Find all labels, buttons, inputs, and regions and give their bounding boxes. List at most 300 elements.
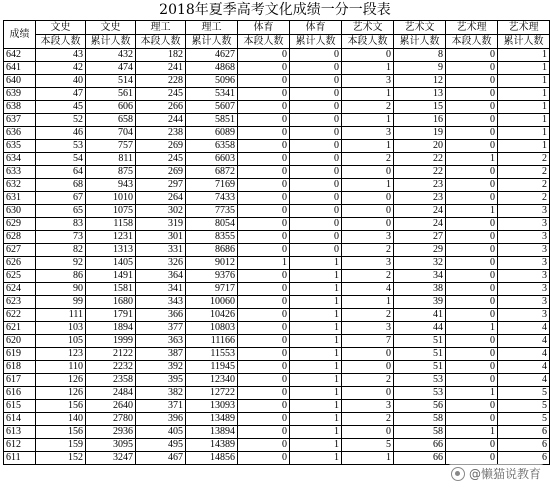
count-cell: 302 [136, 205, 186, 218]
table-row [4, 374, 550, 387]
count-cell: 51 [394, 361, 446, 374]
count-cell: 0 [238, 283, 290, 296]
count-cell: 0 [238, 62, 290, 75]
table-row [4, 387, 550, 400]
count-cell: 9012 [186, 257, 238, 270]
count-cell: 22 [394, 166, 446, 179]
count-cell: 10060 [186, 296, 238, 309]
count-cell: 0 [446, 140, 498, 153]
count-cell: 45 [36, 101, 86, 114]
count-cell: 2 [498, 153, 550, 166]
count-cell: 6603 [186, 153, 238, 166]
count-cell: 0 [342, 49, 394, 62]
count-cell: 4627 [186, 49, 238, 62]
count-cell: 38 [394, 283, 446, 296]
count-cell: 2 [342, 270, 394, 283]
count-cell: 54 [36, 153, 86, 166]
count-cell: 1 [446, 387, 498, 400]
header-subcategory: 累计人数 [290, 35, 342, 49]
count-cell: 266 [136, 101, 186, 114]
table-row [4, 49, 550, 62]
count-cell: 2 [342, 374, 394, 387]
count-cell: 297 [136, 179, 186, 192]
count-cell: 269 [136, 140, 186, 153]
count-cell: 0 [446, 296, 498, 309]
count-cell: 0 [446, 439, 498, 452]
count-cell: 1680 [86, 296, 136, 309]
count-cell: 0 [238, 75, 290, 88]
count-cell: 561 [86, 88, 136, 101]
count-cell: 5 [498, 413, 550, 426]
count-cell: 0 [342, 166, 394, 179]
table-row [4, 257, 550, 270]
count-cell: 7169 [186, 179, 238, 192]
count-cell: 5607 [186, 101, 238, 114]
table-row [4, 309, 550, 322]
count-cell: 405 [136, 426, 186, 439]
table-row [4, 231, 550, 244]
count-cell: 343 [136, 296, 186, 309]
count-cell: 2232 [86, 361, 136, 374]
table-row [4, 439, 550, 452]
count-cell: 0 [238, 439, 290, 452]
count-cell: 4868 [186, 62, 238, 75]
count-cell: 8 [394, 49, 446, 62]
count-cell: 0 [446, 62, 498, 75]
count-cell: 0 [290, 166, 342, 179]
count-cell: 1313 [86, 244, 136, 257]
header-category: 艺术文 [342, 21, 394, 35]
count-cell: 0 [238, 166, 290, 179]
count-cell: 1 [498, 62, 550, 75]
count-cell: 12340 [186, 374, 238, 387]
count-cell: 73 [36, 231, 86, 244]
count-cell: 4 [498, 335, 550, 348]
count-cell: 14856 [186, 452, 238, 465]
count-cell: 432 [86, 49, 136, 62]
count-cell: 1 [290, 387, 342, 400]
count-cell: 3 [498, 257, 550, 270]
score-cell: 628 [4, 231, 36, 244]
count-cell: 105 [36, 335, 86, 348]
count-cell: 0 [238, 179, 290, 192]
count-cell: 0 [290, 62, 342, 75]
count-cell: 4 [342, 283, 394, 296]
count-cell: 13894 [186, 426, 238, 439]
count-cell: 366 [136, 309, 186, 322]
count-cell: 12722 [186, 387, 238, 400]
count-cell: 387 [136, 348, 186, 361]
watermark [448, 464, 544, 483]
table-row [4, 426, 550, 439]
count-cell: 4 [498, 348, 550, 361]
score-cell: 634 [4, 153, 36, 166]
header-subcategory: 本段人数 [446, 35, 498, 49]
count-cell: 1 [290, 270, 342, 283]
count-cell: 1 [498, 127, 550, 140]
count-cell: 53 [36, 140, 86, 153]
count-cell: 6358 [186, 140, 238, 153]
count-cell: 1010 [86, 192, 136, 205]
count-cell: 1 [498, 101, 550, 114]
count-cell: 396 [136, 413, 186, 426]
count-cell: 8054 [186, 218, 238, 231]
header-score: 成绩 [4, 21, 36, 49]
score-cell: 642 [4, 49, 36, 62]
count-cell: 1231 [86, 231, 136, 244]
header-subcategory: 本段人数 [238, 35, 290, 49]
count-cell: 1 [498, 49, 550, 62]
count-cell: 269 [136, 166, 186, 179]
count-cell: 2 [498, 192, 550, 205]
count-cell: 363 [136, 335, 186, 348]
score-distribution-table [3, 20, 550, 465]
score-cell: 622 [4, 309, 36, 322]
header-subcategory: 累计人数 [394, 35, 446, 49]
count-cell: 0 [446, 101, 498, 114]
count-cell: 0 [446, 283, 498, 296]
count-cell: 0 [238, 153, 290, 166]
count-cell: 1 [342, 140, 394, 153]
count-cell: 0 [238, 270, 290, 283]
count-cell: 1 [342, 88, 394, 101]
count-cell: 92 [36, 257, 86, 270]
table-row [4, 413, 550, 426]
count-cell: 514 [86, 75, 136, 88]
count-cell: 0 [446, 400, 498, 413]
count-cell: 1 [290, 374, 342, 387]
count-cell: 67 [36, 192, 86, 205]
count-cell: 811 [86, 153, 136, 166]
count-cell: 5 [498, 387, 550, 400]
count-cell: 10426 [186, 309, 238, 322]
count-cell: 140 [36, 413, 86, 426]
count-cell: 8355 [186, 231, 238, 244]
count-cell: 0 [342, 348, 394, 361]
table-row [4, 218, 550, 231]
count-cell: 1 [498, 88, 550, 101]
score-cell: 614 [4, 413, 36, 426]
score-cell: 620 [4, 335, 36, 348]
count-cell: 704 [86, 127, 136, 140]
score-cell: 613 [4, 426, 36, 439]
count-cell: 0 [446, 179, 498, 192]
table-row [4, 192, 550, 205]
count-cell: 3 [342, 257, 394, 270]
count-cell: 27 [394, 231, 446, 244]
count-cell: 377 [136, 322, 186, 335]
count-cell: 0 [342, 205, 394, 218]
count-cell: 56 [394, 400, 446, 413]
count-cell: 395 [136, 374, 186, 387]
count-cell: 6 [498, 426, 550, 439]
count-cell: 52 [36, 114, 86, 127]
count-cell: 0 [290, 127, 342, 140]
count-cell: 875 [86, 166, 136, 179]
count-cell: 0 [238, 192, 290, 205]
count-cell: 2 [342, 153, 394, 166]
count-cell: 245 [136, 153, 186, 166]
count-cell: 1581 [86, 283, 136, 296]
count-cell: 1 [290, 309, 342, 322]
count-cell: 152 [36, 452, 86, 465]
count-cell: 19 [394, 127, 446, 140]
count-cell: 14389 [186, 439, 238, 452]
table-row [4, 452, 550, 465]
count-cell: 2484 [86, 387, 136, 400]
score-cell: 624 [4, 283, 36, 296]
count-cell: 1 [342, 62, 394, 75]
count-cell: 3 [342, 231, 394, 244]
count-cell: 1 [342, 452, 394, 465]
score-cell: 636 [4, 127, 36, 140]
count-cell: 15 [394, 101, 446, 114]
count-cell: 2 [498, 179, 550, 192]
count-cell: 264 [136, 192, 186, 205]
count-cell: 1 [342, 179, 394, 192]
count-cell: 0 [290, 75, 342, 88]
count-cell: 2 [342, 101, 394, 114]
count-cell: 9 [394, 62, 446, 75]
count-cell: 0 [238, 413, 290, 426]
count-cell: 2358 [86, 374, 136, 387]
score-cell: 626 [4, 257, 36, 270]
count-cell: 326 [136, 257, 186, 270]
count-cell: 156 [36, 426, 86, 439]
count-cell: 7735 [186, 205, 238, 218]
count-cell: 3 [342, 400, 394, 413]
count-cell: 58 [394, 413, 446, 426]
count-cell: 0 [238, 218, 290, 231]
count-cell: 4 [498, 322, 550, 335]
count-cell: 0 [290, 140, 342, 153]
count-cell: 1 [498, 75, 550, 88]
count-cell: 0 [446, 114, 498, 127]
count-cell: 1 [446, 322, 498, 335]
header-subcategory: 本段人数 [342, 35, 394, 49]
count-cell: 0 [238, 400, 290, 413]
count-cell: 0 [290, 244, 342, 257]
score-cell: 637 [4, 114, 36, 127]
header-subcategory: 累计人数 [86, 35, 136, 49]
count-cell: 20 [394, 140, 446, 153]
count-cell: 1 [290, 348, 342, 361]
table-row [4, 114, 550, 127]
count-cell: 2 [498, 166, 550, 179]
count-cell: 64 [36, 166, 86, 179]
score-cell: 640 [4, 75, 36, 88]
count-cell: 47 [36, 88, 86, 101]
count-cell: 0 [238, 127, 290, 140]
count-cell: 123 [36, 348, 86, 361]
count-cell: 0 [446, 361, 498, 374]
count-cell: 83 [36, 218, 86, 231]
score-cell: 618 [4, 361, 36, 374]
count-cell: 5 [498, 400, 550, 413]
count-cell: 0 [238, 452, 290, 465]
count-cell: 8686 [186, 244, 238, 257]
count-cell: 606 [86, 101, 136, 114]
count-cell: 0 [446, 166, 498, 179]
watermark-text: @懒猫说教育 [468, 467, 541, 481]
count-cell: 0 [446, 49, 498, 62]
table-header [4, 21, 550, 49]
count-cell: 90 [36, 283, 86, 296]
count-cell: 16 [394, 114, 446, 127]
count-cell: 6 [498, 452, 550, 465]
page-title: 2018年夏季高考文化成绩一分一段表 [159, 2, 391, 18]
count-cell: 238 [136, 127, 186, 140]
score-cell: 615 [4, 400, 36, 413]
count-cell: 3 [498, 231, 550, 244]
count-cell: 3 [342, 322, 394, 335]
count-cell: 319 [136, 218, 186, 231]
count-cell: 2 [342, 413, 394, 426]
count-cell: 331 [136, 244, 186, 257]
score-cell: 611 [4, 452, 36, 465]
header-category: 理工 [136, 21, 186, 35]
score-cell: 630 [4, 205, 36, 218]
count-cell: 3247 [86, 452, 136, 465]
score-cell: 623 [4, 296, 36, 309]
count-cell: 1999 [86, 335, 136, 348]
count-cell: 0 [290, 218, 342, 231]
count-cell: 245 [136, 88, 186, 101]
count-cell: 39 [394, 296, 446, 309]
count-cell: 23 [394, 192, 446, 205]
count-cell: 22 [394, 153, 446, 166]
count-cell: 0 [446, 127, 498, 140]
count-cell: 11945 [186, 361, 238, 374]
count-cell: 364 [136, 270, 186, 283]
count-cell: 0 [238, 244, 290, 257]
table-row [4, 361, 550, 374]
header-subcategory: 本段人数 [136, 35, 186, 49]
count-cell: 0 [446, 270, 498, 283]
count-cell: 1405 [86, 257, 136, 270]
count-cell: 1 [290, 361, 342, 374]
count-cell: 1 [446, 153, 498, 166]
count-cell: 11553 [186, 348, 238, 361]
count-cell: 1 [238, 257, 290, 270]
table-row [4, 244, 550, 257]
count-cell: 1 [290, 322, 342, 335]
count-cell: 86 [36, 270, 86, 283]
count-cell: 0 [238, 88, 290, 101]
count-cell: 0 [446, 244, 498, 257]
count-cell: 0 [238, 140, 290, 153]
count-cell: 0 [446, 257, 498, 270]
count-cell: 228 [136, 75, 186, 88]
count-cell: 5096 [186, 75, 238, 88]
count-cell: 0 [446, 309, 498, 322]
count-cell: 0 [290, 49, 342, 62]
count-cell: 4 [498, 361, 550, 374]
count-cell: 0 [238, 335, 290, 348]
header-category: 理工 [186, 21, 238, 35]
count-cell: 2640 [86, 400, 136, 413]
count-cell: 241 [136, 62, 186, 75]
table-row [4, 296, 550, 309]
score-cell: 635 [4, 140, 36, 153]
count-cell: 382 [136, 387, 186, 400]
count-cell: 1 [290, 426, 342, 439]
count-cell: 1 [290, 283, 342, 296]
count-cell: 495 [136, 439, 186, 452]
count-cell: 0 [290, 231, 342, 244]
count-cell: 41 [394, 309, 446, 322]
count-cell: 0 [290, 192, 342, 205]
count-cell: 0 [290, 88, 342, 101]
count-cell: 0 [238, 296, 290, 309]
count-cell: 0 [446, 452, 498, 465]
count-cell: 3 [498, 283, 550, 296]
table-row [4, 75, 550, 88]
count-cell: 3 [498, 309, 550, 322]
count-cell: 7 [342, 335, 394, 348]
table-row [4, 348, 550, 361]
score-cell: 639 [4, 88, 36, 101]
count-cell: 66 [394, 439, 446, 452]
count-cell: 13093 [186, 400, 238, 413]
count-cell: 182 [136, 49, 186, 62]
count-cell: 0 [342, 387, 394, 400]
count-cell: 10803 [186, 322, 238, 335]
count-cell: 0 [238, 49, 290, 62]
header-subcategory: 累计人数 [186, 35, 238, 49]
count-cell: 3 [342, 127, 394, 140]
count-cell: 1 [446, 205, 498, 218]
table-row [4, 205, 550, 218]
count-cell: 66 [394, 452, 446, 465]
count-cell: 0 [290, 179, 342, 192]
count-cell: 0 [290, 153, 342, 166]
count-cell: 0 [446, 348, 498, 361]
table-row [4, 153, 550, 166]
count-cell: 2780 [86, 413, 136, 426]
count-cell: 0 [446, 231, 498, 244]
count-cell: 6089 [186, 127, 238, 140]
score-cell: 632 [4, 179, 36, 192]
count-cell: 1 [290, 452, 342, 465]
count-cell: 0 [238, 101, 290, 114]
count-cell: 467 [136, 452, 186, 465]
header-subcategory: 累计人数 [498, 35, 550, 49]
count-cell: 0 [446, 75, 498, 88]
score-cell: 627 [4, 244, 36, 257]
table-row [4, 88, 550, 101]
count-cell: 110 [36, 361, 86, 374]
count-cell: 0 [238, 309, 290, 322]
header-subcategory: 本段人数 [36, 35, 86, 49]
count-cell: 943 [86, 179, 136, 192]
table-row [4, 270, 550, 283]
count-cell: 0 [238, 114, 290, 127]
count-cell: 2 [342, 309, 394, 322]
count-cell: 46 [36, 127, 86, 140]
table-row [4, 127, 550, 140]
count-cell: 1 [290, 400, 342, 413]
count-cell: 0 [290, 114, 342, 127]
count-cell: 0 [290, 101, 342, 114]
count-cell: 13 [394, 88, 446, 101]
table-row [4, 400, 550, 413]
count-cell: 1 [290, 257, 342, 270]
count-cell: 7433 [186, 192, 238, 205]
count-cell: 34 [394, 270, 446, 283]
count-cell: 53 [394, 387, 446, 400]
count-cell: 24 [394, 205, 446, 218]
